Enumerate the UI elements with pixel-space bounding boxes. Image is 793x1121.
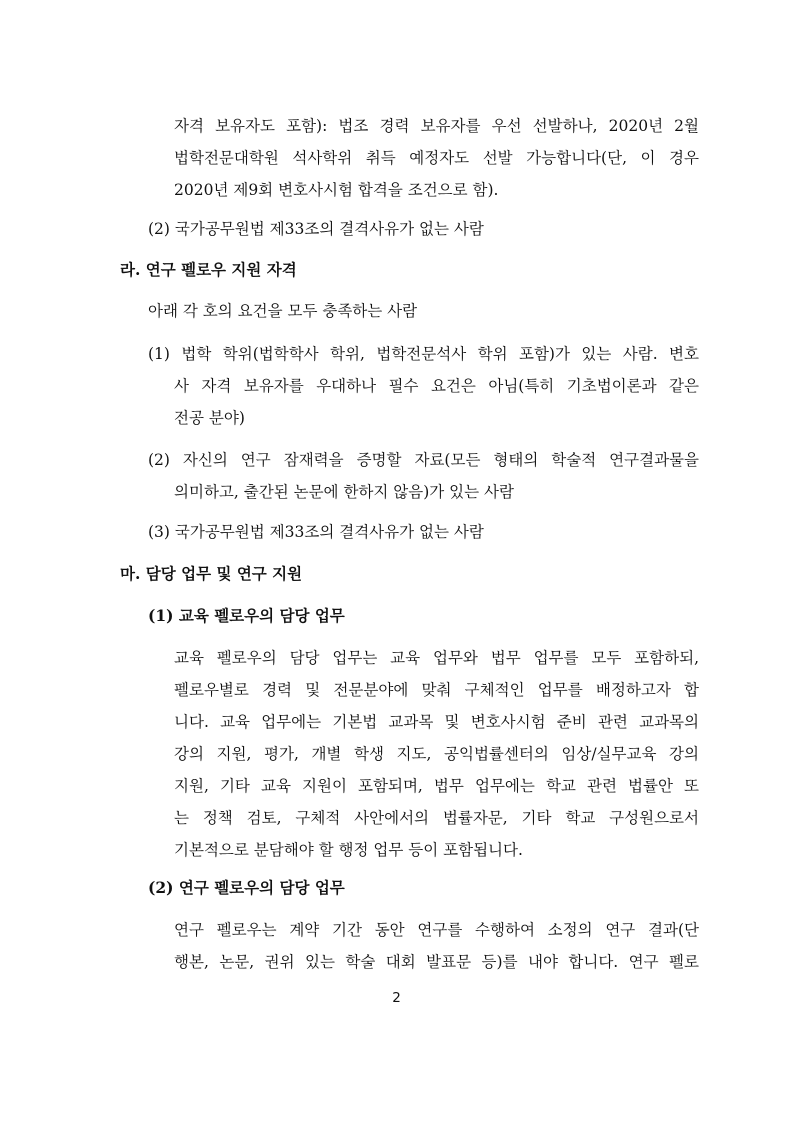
text-line: 법학전문대학원 석사학위 취득 예정자도 선발 가능합니다(단, 이 경우: [174, 149, 699, 167]
paragraph-line: 연구 펠로우는 계약 기간 동안 연구를 수행하여 소정의 연구 결과(단: [174, 921, 699, 939]
text-line: 사 자격 보유자를 우대하나 필수 요건은 아님(특히 기초법이론과 같은: [174, 377, 699, 395]
paragraph-line: 니다. 교육 업무에는 기본법 교과목 및 변호사시험 준비 관련 교과목의: [174, 713, 699, 731]
list-item: (3) 국가공무원법 제33조의 결격사유가 없는 사람: [148, 523, 484, 541]
text-line: 아래 각 호의 요건을 모두 충족하는 사람: [148, 302, 418, 320]
text-line: 전공 분야): [174, 409, 245, 427]
paragraph-line: 펠로우별로 경력 및 전문분야에 맞춰 구체적인 업무를 배정하고자 합: [174, 681, 699, 699]
paragraph-line: 는 정책 검토, 구체적 사안에서의 법률자문, 기타 학교 구성원으로서: [174, 809, 699, 827]
subsection-heading: (2) 연구 펠로우의 담당 업무: [148, 878, 345, 897]
text-line: 자격 보유자도 포함): 법조 경력 보유자를 우선 선발하나, 2020년 2월: [174, 117, 699, 135]
section-heading: 라. 연구 펠로우 지원 자격: [120, 260, 297, 279]
text-line: 2020년 제9회 변호사시험 합격을 조건으로 함).: [174, 181, 499, 199]
paragraph-line: 강의 지원, 평가, 개별 학생 지도, 공익법률센터의 임상/실무교육 강의: [174, 745, 699, 763]
paragraph-line: 기본적으로 분담해야 할 행정 업무 등이 포함됩니다.: [174, 841, 523, 859]
text-line: 의미하고, 출간된 논문에 한하지 않음)가 있는 사람: [174, 483, 514, 501]
paragraph-line: 교육 펠로우의 담당 업무는 교육 업무와 법무 업무를 모두 포함하되,: [174, 649, 699, 667]
paragraph-line: 지원, 기타 교육 지원이 포함되며, 법무 업무에는 학교 관련 법률안 또: [174, 777, 699, 795]
subsection-heading: (1) 교육 펠로우의 담당 업무: [148, 606, 345, 625]
paragraph-line: 행본, 논문, 권위 있는 학술 대회 발표문 등)를 내야 합니다. 연구 펠로: [174, 953, 699, 971]
list-item: (1) 법학 학위(법학학사 학위, 법학전문석사 학위 포함)가 있는 사람. 변호: [148, 345, 699, 363]
page-number: 2: [392, 990, 401, 1006]
section-heading: 마. 담당 업무 및 연구 지원: [120, 564, 303, 583]
list-item: (2) 국가공무원법 제33조의 결격사유가 없는 사람: [148, 220, 484, 238]
list-item: (2) 자신의 연구 잠재력을 증명할 자료(모든 형태의 학술적 연구결과물을: [148, 451, 699, 469]
